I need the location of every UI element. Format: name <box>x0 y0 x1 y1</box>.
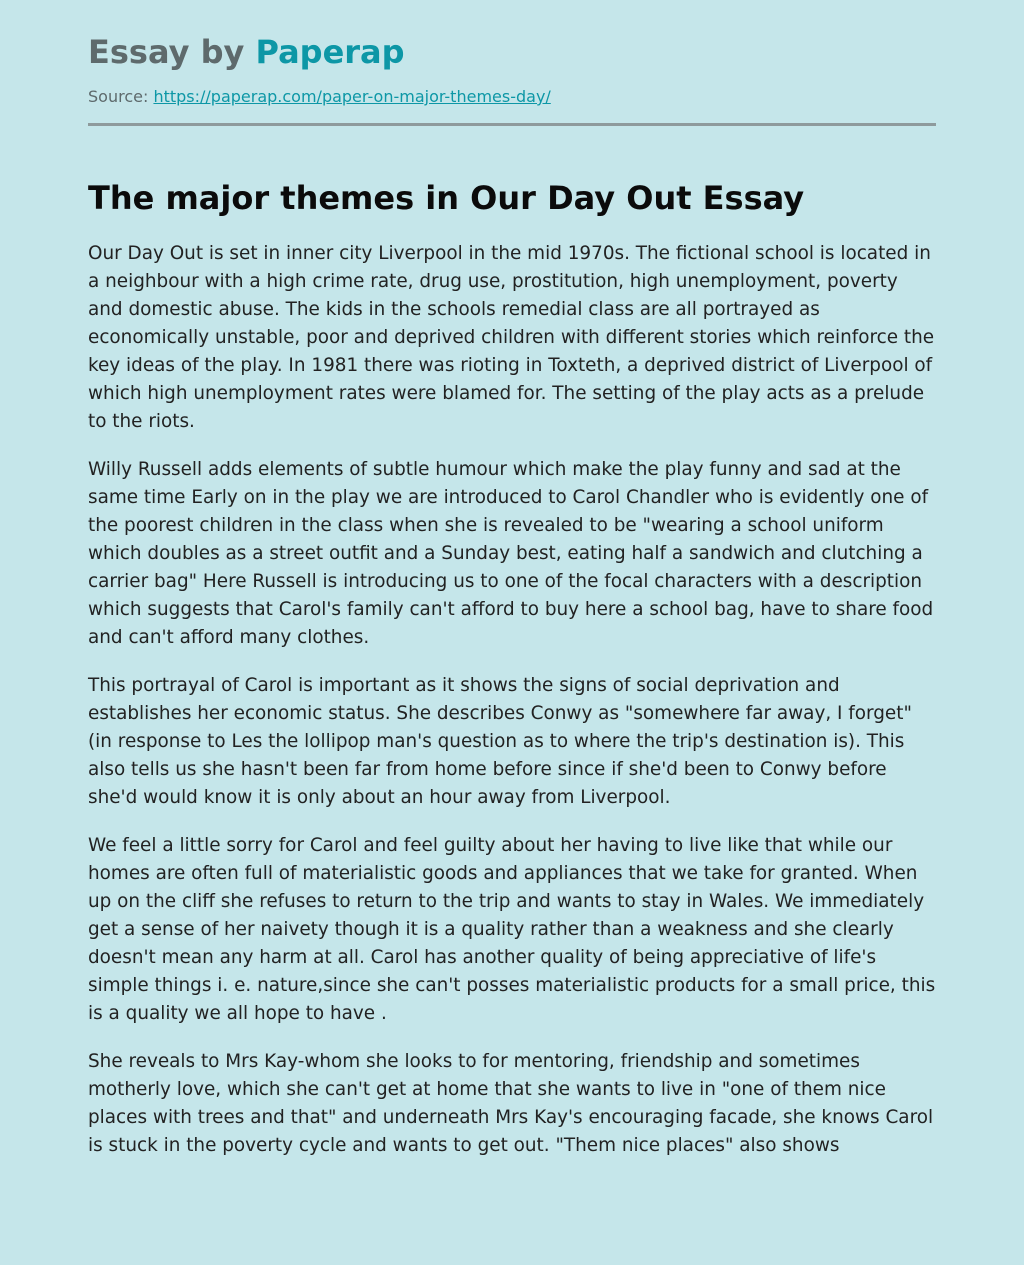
source-line <box>88 86 936 108</box>
paragraph-3: This portrayal of Carol is important as it shows the signs of social deprivation and establishes her economic status. She describes Conwy as "somewhere far away, I forget" (in response to Les the lollipop man's question as to where the trip's destination is). This also tells us she hasn't been far from home before since if she'd been to Conwy before she'd would know it is only about an hour away from Liverpool. <box>88 675 912 808</box>
paragraph-2: Willy Russell adds elements of subtle humour which make the play funny and sad at the same time Early on in the play we are introduced to Carol Chandler who is evidently one of the poorest children in the class when she is revealed to be "wearing a school uniform which doubles as a street outfit and a Sunday best, eating half a sandwich and clutching a carrier bag" Here Russell is introducing us to one of the focal characters with a description which suggests that Carol's family can't afford to buy here a school bag, have to share food and can't afford many clothes. <box>88 459 934 648</box>
brand-name: Paperap <box>255 33 405 71</box>
brand-prefix: Essay by <box>88 33 256 71</box>
paragraph-1: Our Day Out is set in inner city Liverpool in the mid 1970s. The fictional school is located in a neighbour with a high crime rate, drug use, prostitution, high unemployment, poverty and domestic abuse. The kids in the schools remedial class are all portrayed as economically unstable, poor and deprived children with different stories which reinforce the key ideas of the play. In 1981 there was rioting in Toxteth, a deprived district of Liverpool of which high unemployment rates were blamed for. The setting of the play acts as a prelude to the riots. <box>88 243 935 432</box>
essay-title: The major themes in Our Day Out Essay <box>88 179 805 217</box>
essay-body <box>88 240 936 1160</box>
header-divider <box>88 123 936 126</box>
site-brand[interactable] <box>88 0 936 72</box>
essay-page <box>88 0 936 1160</box>
paragraph-4: We feel a little sorry for Carol and feel guilty about her having to live like that while our homes are often full of materialistic goods and appliances that we take for granted. When up on the cliff she refuses to return to the trip and wants to stay in Wales. We immediately get a sense of her naivety though it is a quality rather than a weakness and she clearly doesn't mean any harm at all. Carol has another quality of being appreciative of life's simple things i. e. nature,since she can't posses materialistic products for a small price, this is a quality we all hope to have . <box>88 835 936 1024</box>
paragraph-5: She reveals to Mrs Kay-whom she looks to for mentoring, friendship and sometimes motherly love, which she can't get at home that she wants to live in "one of them nice places with trees and that" and underneath Mrs Kay's encouraging facade, she knows Carol is stuck in the poverty cycle and wants to get out. "Them nice places" also shows <box>88 1051 934 1156</box>
source-link[interactable]: https://paperap.com/paper-on-major-themes-day/ <box>153 87 551 106</box>
source-label: Source: <box>88 87 149 106</box>
